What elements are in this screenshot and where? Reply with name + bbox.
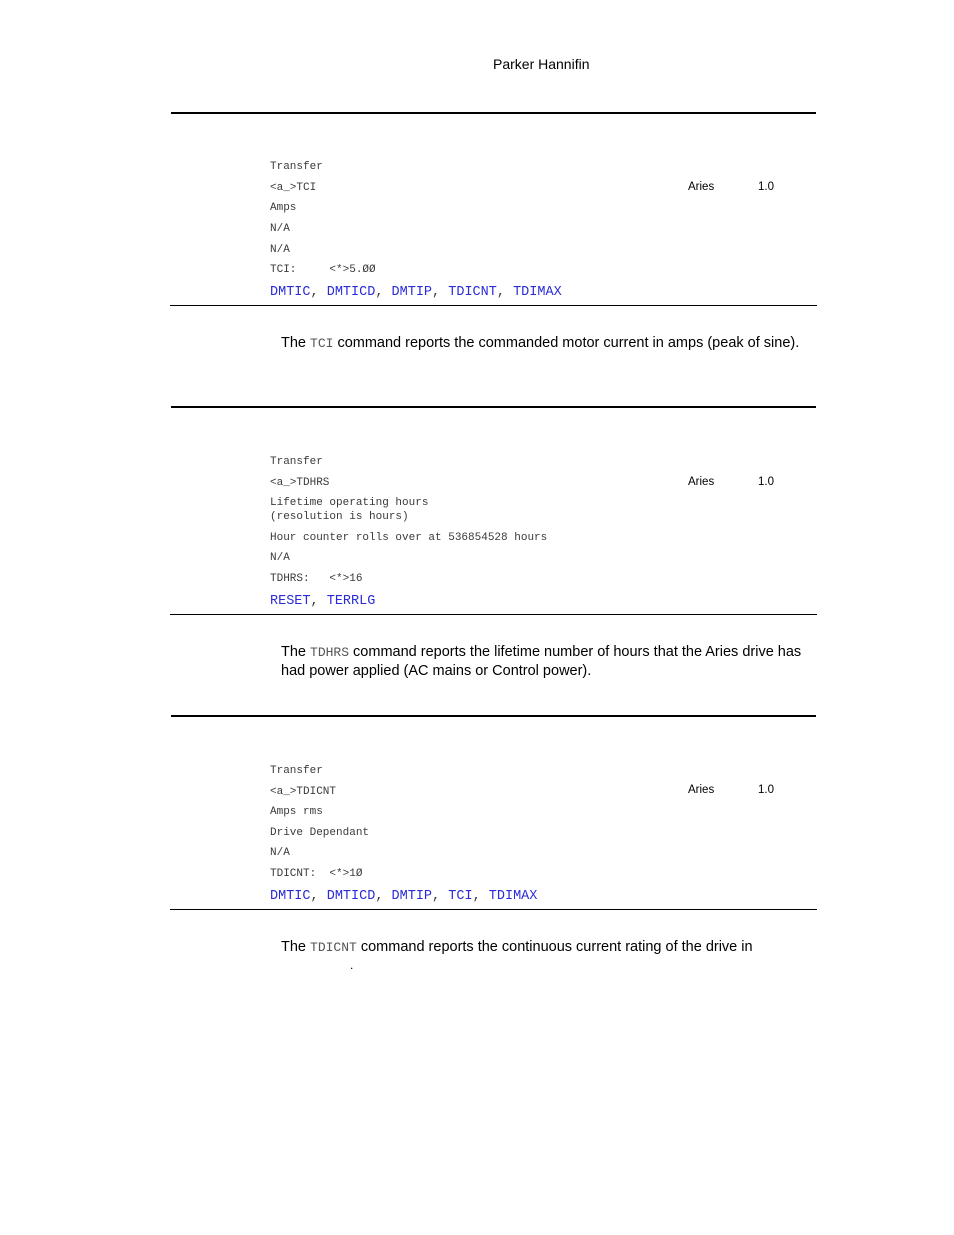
- see-also-link-dmtic[interactable]: DMTIC: [270, 889, 311, 904]
- syntax-value: <a_>TCI: [270, 182, 317, 194]
- description-prefix: The: [281, 939, 311, 955]
- description-command: TDHRS: [310, 645, 350, 660]
- range-value: N/A: [270, 223, 290, 235]
- description-text: [281, 938, 806, 957]
- response-value: TDHRS: <*>16: [270, 573, 363, 585]
- description-text: [281, 334, 806, 353]
- version-value: 1.0: [758, 476, 774, 488]
- see-also-link-dmticd[interactable]: DMTICD: [326, 889, 376, 904]
- see-also-link-tdicnt[interactable]: TDICNT: [448, 285, 497, 300]
- type-value: Transfer: [270, 161, 323, 173]
- description-text: [281, 643, 806, 681]
- default-value: N/A: [270, 552, 290, 564]
- description-suffix: command reports the lifetime number of hours that the Aries drive has had power applied (AC mains or Control power).: [281, 644, 802, 679]
- version-value: 1.0: [758, 784, 774, 796]
- range-value: Drive Dependant: [270, 827, 370, 839]
- product-value: Aries: [688, 181, 715, 193]
- product-value: Aries: [688, 784, 715, 796]
- description-command: TDICNT: [310, 940, 357, 955]
- see-also-link-dmticd[interactable]: DMTICD: [326, 285, 376, 300]
- section-top-rule: [171, 406, 816, 408]
- see-also-link-terrlg[interactable]: TERRLG: [326, 594, 376, 609]
- syntax-value: <a_>TDHRS: [270, 477, 330, 489]
- default-value: N/A: [270, 244, 290, 256]
- see-also-links: DMTIC, DMTICD, DMTIP, TDICNT, TDIMAX: [270, 285, 562, 300]
- range-value: Hour counter rolls over at 536854528 hours: [270, 532, 548, 544]
- see-also-link-tdimax[interactable]: TDIMAX: [488, 889, 538, 904]
- page-header-title: Parker Hannifin: [493, 56, 590, 72]
- default-value: N/A: [270, 847, 290, 859]
- see-also-link-dmtip[interactable]: DMTIP: [391, 285, 433, 300]
- units-value: Amps: [270, 202, 297, 214]
- response-value: TCI: <*>5.ØØ: [270, 264, 376, 276]
- section-top-rule: [171, 715, 816, 717]
- section-bottom-rule: [170, 305, 817, 306]
- see-also-link-dmtip[interactable]: DMTIP: [391, 889, 433, 904]
- type-value: Transfer: [270, 456, 323, 468]
- section-bottom-rule: [170, 614, 817, 615]
- see-also-link-reset[interactable]: RESET: [270, 594, 311, 609]
- units-value: Lifetime operating hours (resolution is hours): [270, 497, 429, 523]
- syntax-value: <a_>TDICNT: [270, 786, 337, 798]
- description-prefix: The: [281, 644, 311, 660]
- units-value: Amps rms: [270, 806, 323, 818]
- see-also-link-tdimax[interactable]: TDIMAX: [513, 285, 562, 300]
- see-also-link-tci[interactable]: TCI: [448, 889, 473, 904]
- description-trailing-period: .: [350, 958, 354, 972]
- description-command: TCI: [310, 336, 334, 351]
- response-value: TDICNT: <*>1Ø: [270, 868, 363, 880]
- product-value: Aries: [688, 476, 715, 488]
- type-value: Transfer: [270, 765, 323, 777]
- see-also-links: RESET, TERRLG: [270, 594, 376, 609]
- section-top-rule: [171, 112, 816, 114]
- description-suffix: command reports the continuous current rating of the drive in: [356, 939, 753, 955]
- see-also-links: DMTIC, DMTICD, DMTIP, TCI, TDIMAX: [270, 889, 538, 904]
- version-value: 1.0: [758, 181, 774, 193]
- see-also-link-dmtic[interactable]: DMTIC: [270, 285, 311, 300]
- section-bottom-rule: [170, 909, 817, 910]
- description-prefix: The: [281, 335, 311, 351]
- description-suffix: command reports the commanded motor current in amps (peak of sine).: [333, 335, 800, 351]
